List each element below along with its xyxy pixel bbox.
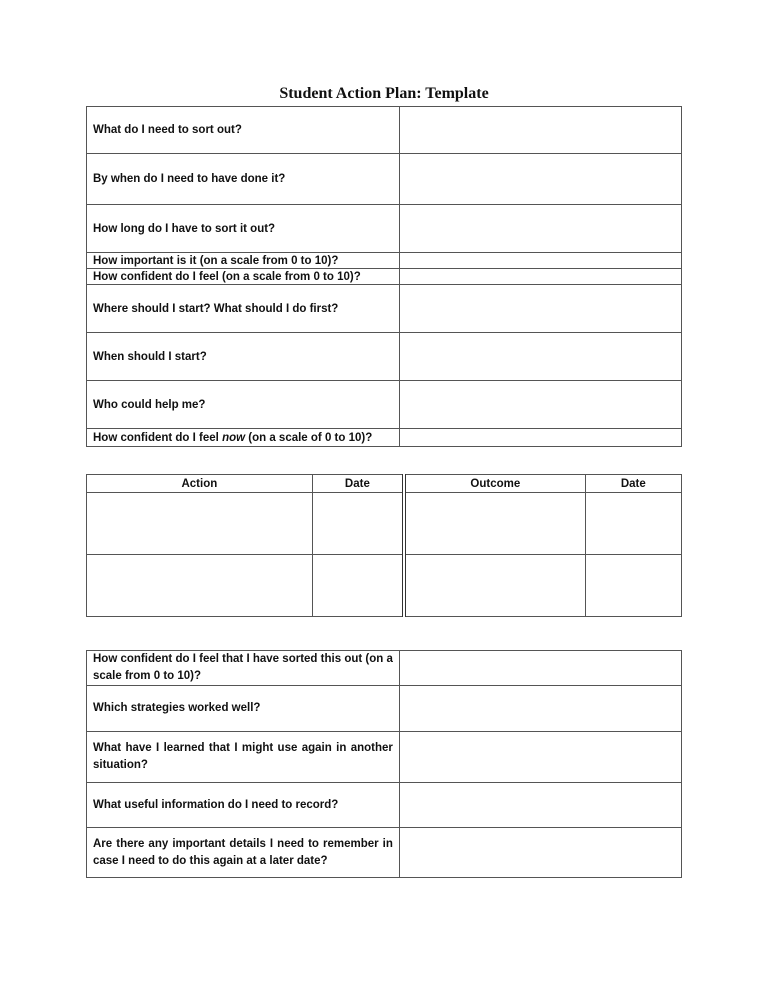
column-header-outcome: Outcome [404, 475, 585, 493]
question-cell: By when do I need to have done it? [87, 154, 400, 205]
date-field[interactable] [585, 555, 681, 617]
table-row [87, 783, 682, 828]
table-row [87, 285, 682, 333]
question-cell: What do I need to sort out? [87, 107, 400, 154]
answer-field[interactable] [399, 107, 681, 154]
answer-field[interactable] [399, 154, 681, 205]
answer-field[interactable] [399, 285, 681, 333]
question-cell: When should I start? [87, 333, 400, 381]
question-cell: Which strategies worked well? [87, 686, 400, 732]
column-header-date: Date [312, 475, 404, 493]
answer-field[interactable] [399, 253, 681, 269]
question-cell: What useful information do I need to record? [87, 783, 400, 828]
outcome-field[interactable] [404, 493, 585, 555]
answer-field[interactable] [399, 732, 681, 783]
answer-field[interactable] [399, 333, 681, 381]
action-plan-table [86, 106, 682, 447]
table-row [87, 732, 682, 783]
date-field[interactable] [585, 493, 681, 555]
answer-field[interactable] [399, 828, 681, 878]
column-header-date: Date [585, 475, 681, 493]
question-cell: What have I learned that I might use again in another situation? [87, 732, 400, 783]
answer-field[interactable] [399, 429, 681, 447]
answer-field[interactable] [399, 205, 681, 253]
question-text: How confident do I feel [93, 431, 223, 444]
question-cell: How long do I have to sort it out? [87, 205, 400, 253]
table-row [87, 269, 682, 285]
answer-field[interactable] [399, 381, 681, 429]
date-field[interactable] [312, 493, 404, 555]
question-cell: How confident do I feel that I have sorted this out (on a scale from 0 to 10)? [87, 651, 400, 686]
question-text: (on a scale of 0 to 10)? [245, 431, 373, 444]
question-cell: Are there any important details I need to remember in case I need to do this again at a later date? [87, 828, 400, 878]
table-row [87, 651, 682, 686]
table-row [87, 333, 682, 381]
answer-field[interactable] [399, 783, 681, 828]
table-row [87, 381, 682, 429]
answer-field[interactable] [399, 686, 681, 732]
table-row [87, 205, 682, 253]
table-header-row [87, 475, 682, 493]
table-row [87, 493, 682, 555]
column-header-action: Action [87, 475, 313, 493]
answer-field[interactable] [399, 269, 681, 285]
table-row [87, 828, 682, 878]
question-cell: Where should I start? What should I do first? [87, 285, 400, 333]
question-cell: How confident do I feel (on a scale from 0 to 10)? [87, 269, 400, 285]
answer-field[interactable] [399, 651, 681, 686]
question-cell [87, 429, 400, 447]
outcome-field[interactable] [404, 555, 585, 617]
table-row [87, 555, 682, 617]
table-row [87, 686, 682, 732]
action-field[interactable] [87, 493, 313, 555]
question-cell: How important is it (on a scale from 0 to 10)? [87, 253, 400, 269]
table-row [87, 107, 682, 154]
table-row [87, 154, 682, 205]
table-row [87, 429, 682, 447]
page-title: Student Action Plan: Template [279, 85, 489, 102]
question-emphasis: now [222, 431, 246, 444]
review-table [86, 650, 682, 878]
question-cell: Who could help me? [87, 381, 400, 429]
action-log-table [86, 474, 682, 617]
table-row [87, 253, 682, 269]
action-field[interactable] [87, 555, 313, 617]
date-field[interactable] [312, 555, 404, 617]
